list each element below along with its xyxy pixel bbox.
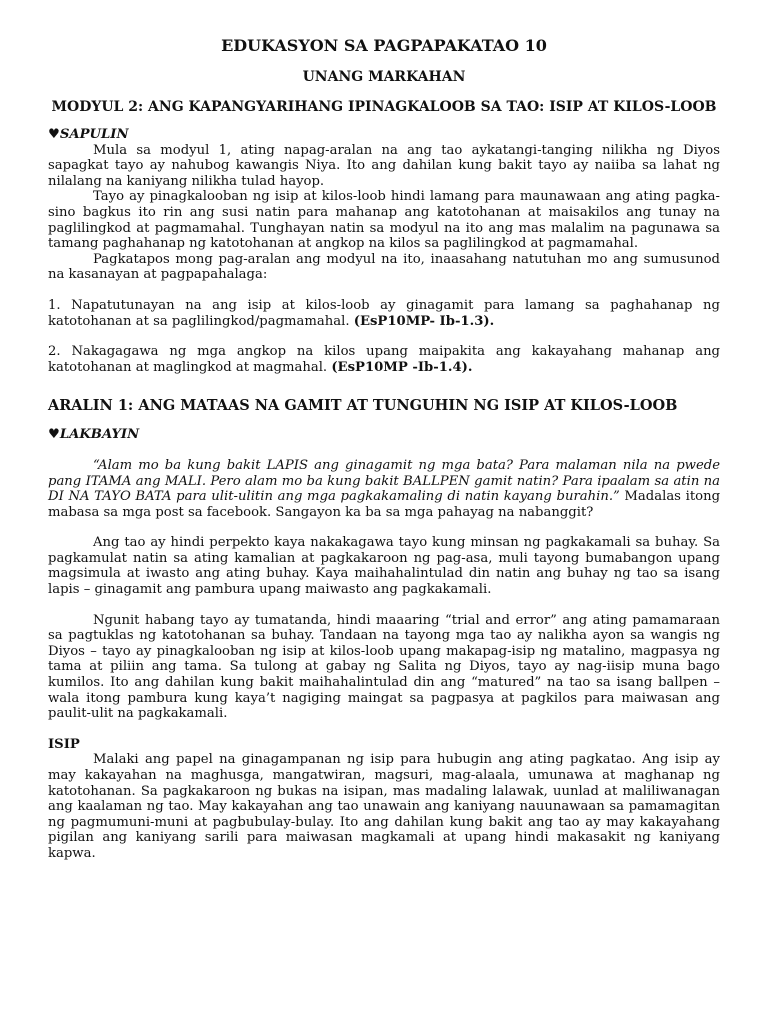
heart-icon: ♥ <box>48 127 60 142</box>
quarter-label: UNANG MARKAHAN <box>302 69 466 85</box>
document-title: EDUKASYON SA PAGPAPAKATAO 10 <box>221 36 547 55</box>
competency-1-code: (EsP10MP- Ib-1.3). <box>353 313 495 329</box>
section-heading-lakbayin <box>48 427 720 443</box>
sapulin-paragraph-2: Tayo ay pinagkalooban ng isip at kilos-loob hindi lamang para maunawaan ang ating pagka-sino bagkus ito rin ang susi natin para mahanap ang katotohanan at maisakilos ang tunay na paglilingkod at pagmamahal. Tunghayan natin sa modyul na ito ang mas malalim na pagunawa sa tamang paghahanap ng katotohanan at angkop na kilos sa paglilingkod at pagmamahal. <box>48 189 720 252</box>
heart-icon: ♥ <box>48 427 60 443</box>
lesson-heading: ARALIN 1: ANG MATAAS NA GAMIT AT TUNGUHIN NG ISIP AT KILOS-LOOB <box>48 397 678 415</box>
section-heading-sapulin <box>48 127 720 143</box>
lakbayin-paragraph-1 <box>48 458 720 520</box>
section-label-lakbayin: LAKBAYIN <box>59 427 140 443</box>
isip-paragraph-1: Malaki ang papel na ginagampanan ng isip para hubugin ang ating pagkatao. Ang isip ay may kakayahan na maghusga, mangatwiran, magsuri, mag-alaala, umunawa at maghanap ng katotohanan. Sa pagkakaroon ng bukas na isipan, mas madaling lalawak, uunlad at maliliwanagan ang kaalaman ng tao. May kakayahan ang tao unawain ang kaniyang nauunawaan sa pamamagitan ng pagmumuni-muni at pagbubulay-bulay. Ito ang dahilan kung bakit ang tao ay may kakayahang pigilan ang kaniyang sarili para maiwasan magkamali at upang hindi makasakit ng kaniyang kapwa. <box>48 752 720 861</box>
sapulin-paragraph-1: Mula sa modyul 1, ating napag-aralan na ang tao aykatangi-tanging nilikha ng Diyos sapagkat tayo ay nahubog kawangis Niya. Ito ang dahilan kung bakit tayo ay naiiba sa lahat ng nilalang na kaniyang nilikha tulad hayop. <box>48 142 720 189</box>
isip-heading: ISIP <box>48 736 80 752</box>
lakbayin-paragraph-3: Ngunit habang tayo ay tumatanda, hindi maaaring “trial and error” ang ating pamamaraan sa pagtuklas ng katotohanan sa buhay. Tandaan na tayong mga tao ay nalikha ayon sa wangis ng Diyos – tayo ay pinagkalooban ng isip at kilos-loob upang makapag-isip ng matalino, magpasya ng tama at piliin ang tama. Sa tulong at gabay ng Salita ng Diyos, tayo ay nag-iisip muna bago kumilos. Ito ang dahilan kung bakit maihahalintulad din ang “matured” na tao sa isang ballpen – wala itong pambura kung kaya’t nagiging maingat sa pagpasya at pagkilos para maiwasan ang paulit-ulit na pagkakamali. <box>48 612 720 722</box>
lakbayin-paragraph-2: Ang tao ay hindi perpekto kaya nakakagawa tayo kung minsan ng pagkakamali sa buhay. Sa pagkamulat natin sa ating kamalian at pagkakaroon ng pag-asa, muli tayong bumabangon upang magsimula at iwasto ang ating buhay. Kaya maihahalintulad din natin ang buhay ng tao sa isang lapis – ginagamit ang pambura upang maiwasto ang pagkakamali. <box>48 535 720 598</box>
section-label-sapulin: SAPULIN <box>59 127 129 142</box>
learning-competency-2 <box>48 344 720 375</box>
sapulin-paragraph-3: Pagkatapos mong pag-aralan ang modyul na ito, inaasahang natutuhan mo ang sumusunod na kasanayan at pagpapahalaga: <box>48 251 720 283</box>
competency-2-code: (EsP10MP -Ib-1.4). <box>331 359 473 375</box>
lakbayin-quote: “Alam mo ba kung bakit LAPIS ang ginagamit ng mga bata? Para malaman nila na pwede pang ITAMA ang MALI. Pero alam mo ba kung bakit BALLPEN gamit natin? Para ipaalam sa atin na DI NA TAYO BATA para ulit-ulitin ang mga pagkakamaling di natin kayang burahin.” <box>48 457 720 505</box>
competency-1-text: 1. Napatutunayan na ang isip at kilos-loob ay ginagamit para lamang sa paghahanap ng katotohanan at sa paglilingkod/pagmamahal. <box>48 297 720 329</box>
competency-2-text: 2. Nakagagawa ng mga angkop na kilos upang maipakita ang kakayahang mahanap ang katotohanan at maglingkod at magmahal. <box>48 344 720 375</box>
learning-competency-1 <box>48 298 720 329</box>
module-title: MODYUL 2: ANG KAPANGYARIHANG IPINAGKALOOB SA TAO: ISIP AT KILOS-LOOB <box>51 99 717 115</box>
lakbayin-quote-followup: Madalas itong mabasa sa mga post sa facebook. Sangayon ka ba sa mga pahayag na nabanggit? <box>48 489 721 520</box>
